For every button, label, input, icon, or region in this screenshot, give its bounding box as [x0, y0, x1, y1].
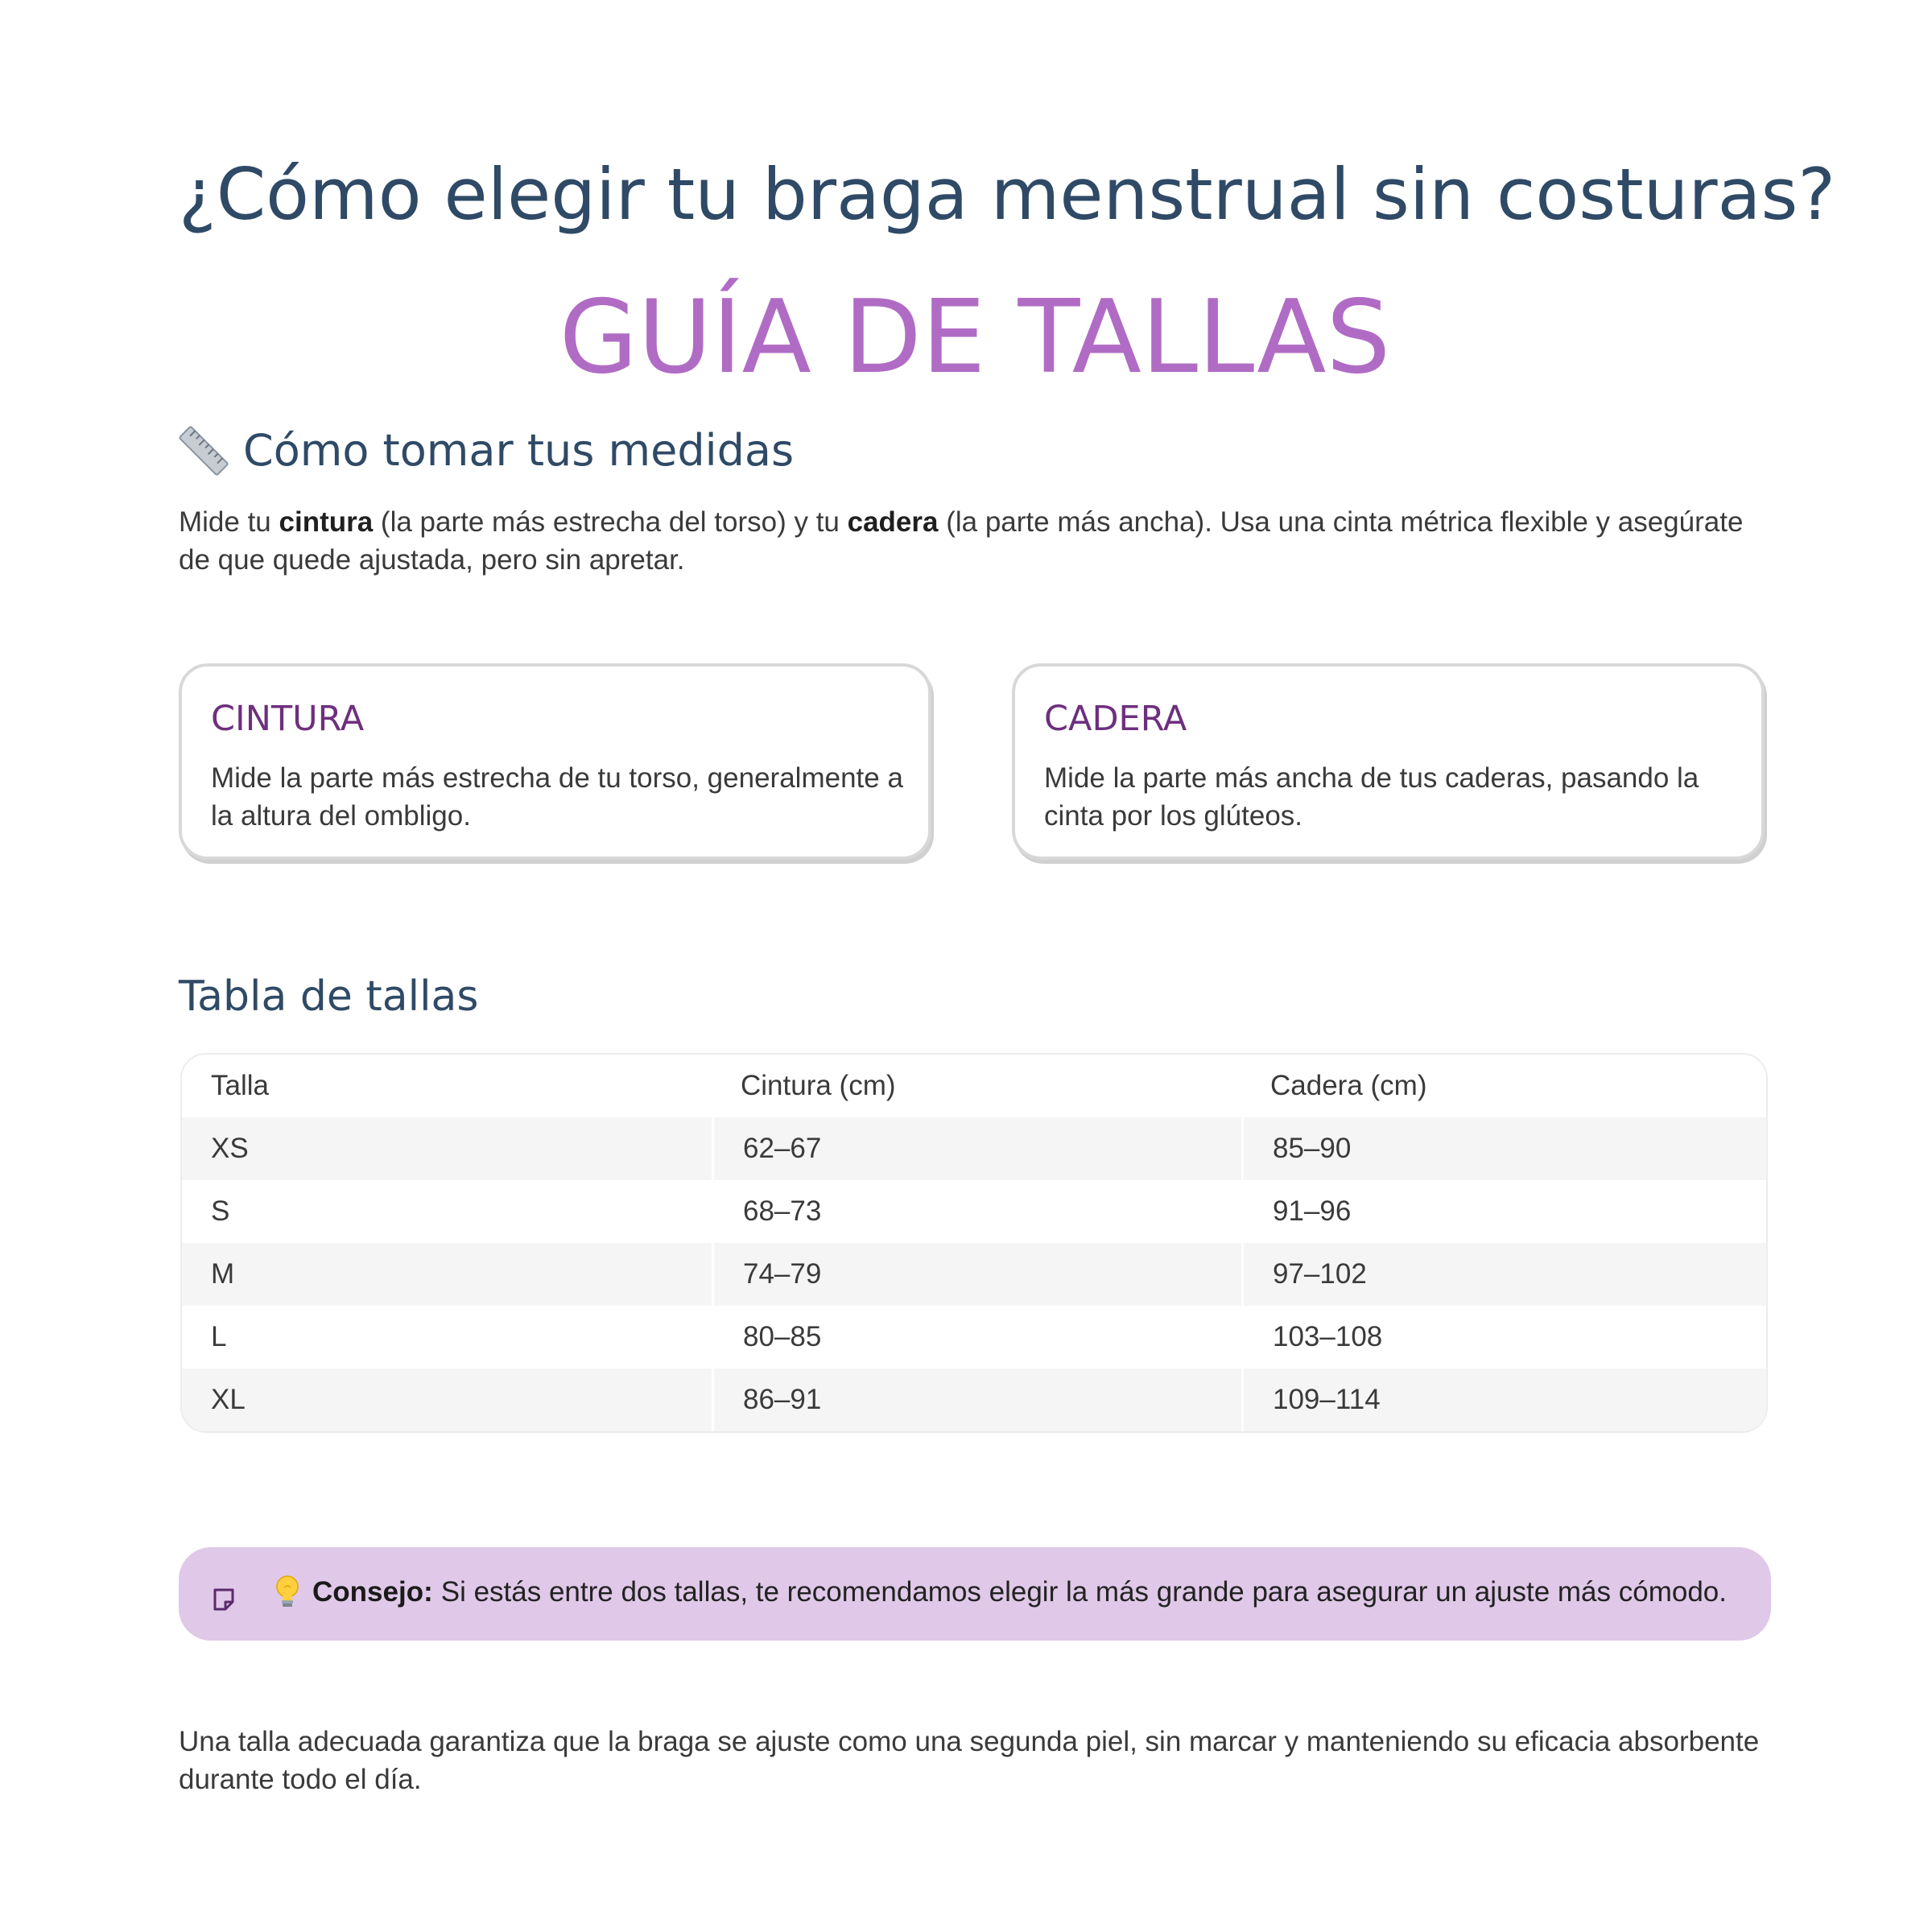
card-text: Mide la parte más ancha de tus caderas, pasando la cinta por los glúteos. — [1044, 762, 1699, 832]
card-title: CINTURA — [211, 699, 365, 739]
tip-body: Si estás entre dos tallas, te recomendamos elegir la más grande para asegurar un ajuste más cómodo. — [440, 1576, 1727, 1608]
intro-text-2: (la parte más estrecha del torso) y tu — [373, 506, 848, 538]
table-cell: L — [211, 1321, 227, 1352]
measure-heading-text: Cómo tomar tus medidas — [243, 425, 795, 476]
lightbulb-icon — [274, 1575, 301, 1610]
table-cell: 74–79 — [712, 1243, 1241, 1306]
table-header-row — [182, 1055, 1766, 1117]
table-cell: 97–102 — [1241, 1243, 1768, 1306]
table-row — [182, 1306, 1766, 1368]
measure-heading — [179, 425, 794, 476]
table-row — [182, 1180, 1766, 1243]
table-cell: 80–85 — [712, 1306, 1241, 1368]
intro-text-1: Mide tu — [179, 506, 279, 538]
table-heading: Tabla de tallas — [179, 972, 479, 1021]
table-row — [182, 1117, 1766, 1180]
card-title: CADERA — [1044, 699, 1187, 739]
table-cell: 91–96 — [1241, 1180, 1768, 1243]
page-title: GUÍA DE TALLAS — [559, 278, 1391, 396]
table-cell: 109–114 — [1241, 1368, 1768, 1431]
tip-label: Consejo: — [312, 1576, 433, 1608]
column-header: Cadera (cm) — [1270, 1070, 1427, 1101]
table-cell: XL — [211, 1384, 246, 1415]
note-icon — [213, 1587, 235, 1612]
column-header: Cintura (cm) — [741, 1070, 896, 1101]
table-cell: 68–73 — [712, 1180, 1241, 1243]
table-row — [182, 1243, 1766, 1306]
intro-bold-cintura: cintura — [279, 506, 374, 538]
table-cell: S — [211, 1195, 230, 1227]
card-cadera — [1012, 663, 1765, 860]
card-cintura — [179, 663, 931, 860]
table-cell: 62–67 — [712, 1117, 1241, 1180]
closing-text: Una talla adecuada garantiza que la braga se ajuste como una segunda piel, sin marcar y manteniendo su eficacia absorbente durante todo el día. — [179, 1726, 1760, 1795]
table-cell: 85–90 — [1241, 1117, 1768, 1180]
page-subtitle: ¿Cómo elegir tu braga menstrual sin costuras? — [179, 153, 1836, 236]
size-table — [180, 1053, 1768, 1433]
table-cell: 86–91 — [712, 1368, 1241, 1431]
intro-bold-cadera: cadera — [847, 506, 939, 538]
table-row — [182, 1368, 1766, 1431]
intro-text-3: (la parte más ancha). Usa una cinta métrica flexible y asegúrate de que quede ajustada, pero sin apretar. — [179, 506, 1744, 576]
measure-intro — [179, 503, 1771, 579]
tip-text — [274, 1575, 1727, 1610]
ruler-icon — [179, 426, 229, 476]
table-cell: 103–108 — [1241, 1306, 1768, 1368]
table-cell: XS — [211, 1133, 249, 1164]
tip-callout — [179, 1547, 1771, 1641]
table-cell: M — [211, 1258, 235, 1290]
column-header: Talla — [211, 1070, 269, 1101]
card-text: Mide la parte más estrecha de tu torso, generalmente a la altura del ombligo. — [211, 762, 903, 832]
